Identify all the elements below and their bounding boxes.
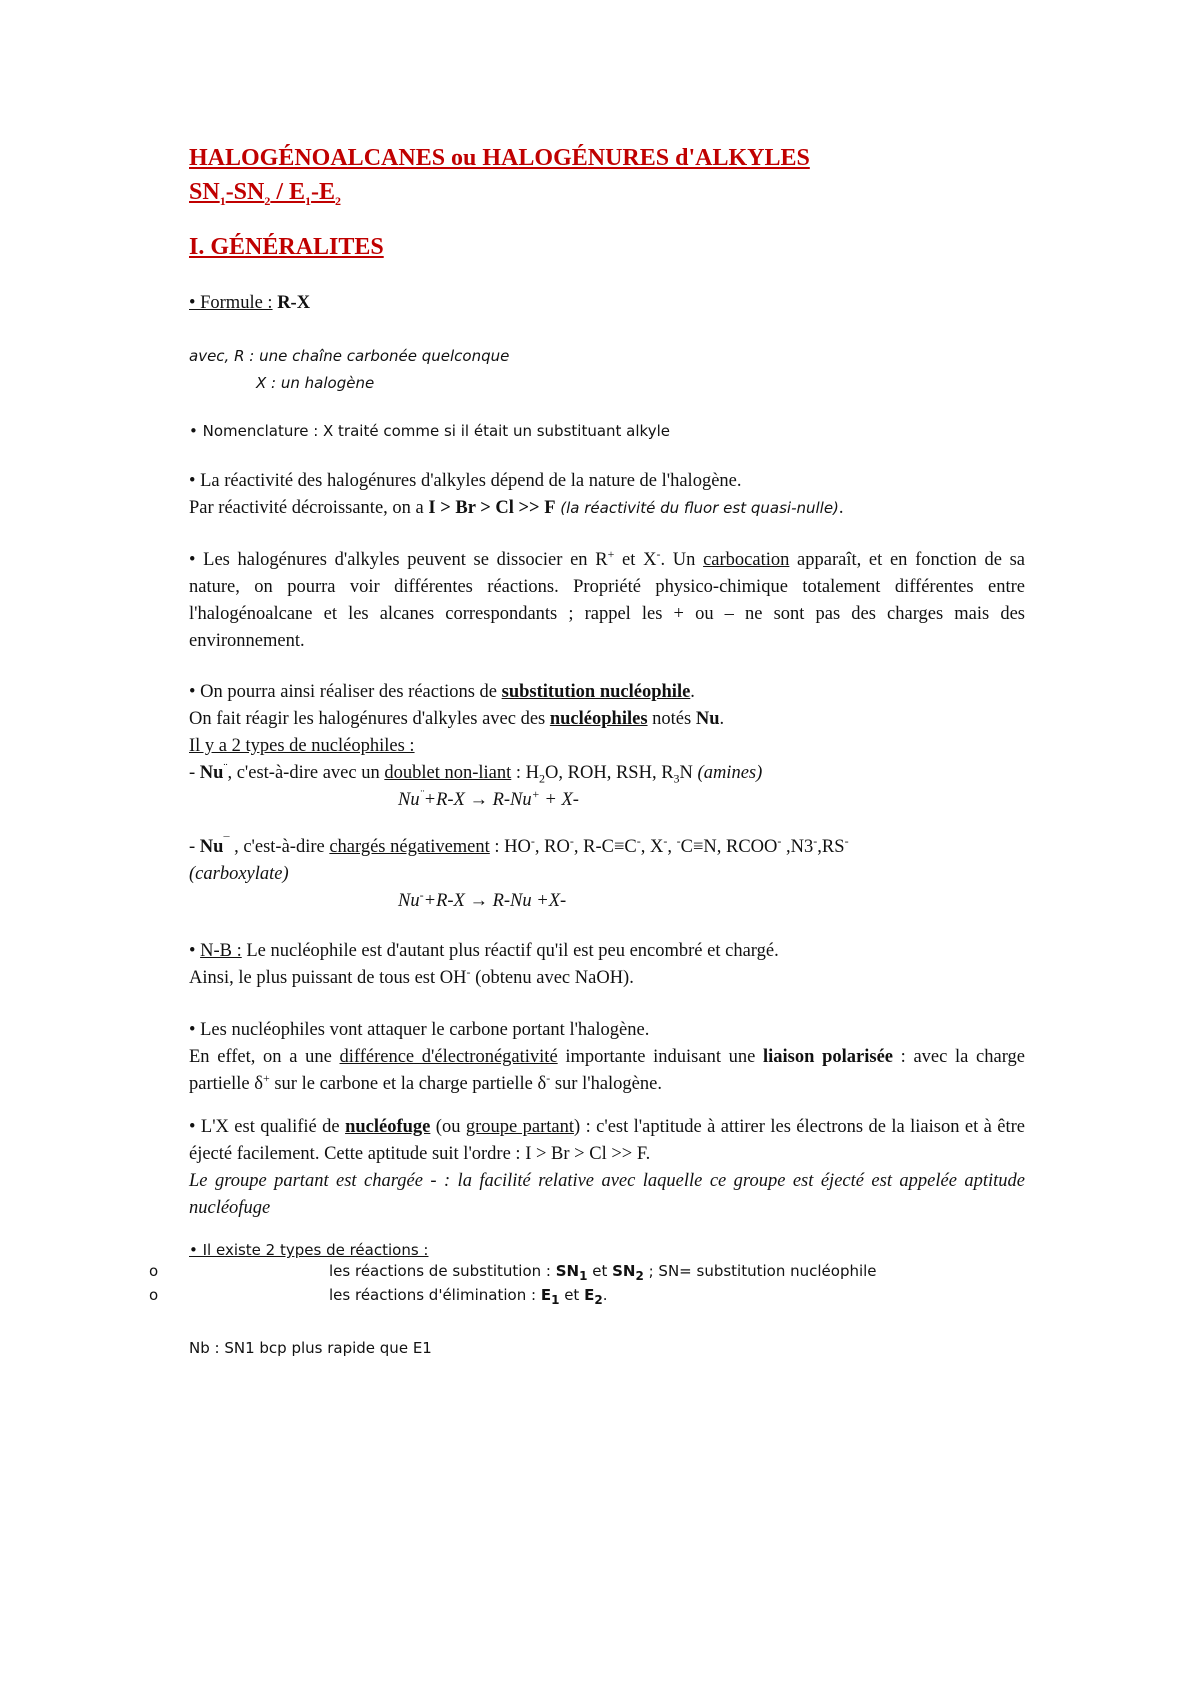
- document-title: [189, 143, 1025, 173]
- list-bullet: o: [149, 1286, 159, 1304]
- nucleophile-type-1: - Nu¨, c'est-à-dire avec un doublet non-liant : $H_2O$, ROH, RSH, $R_3N$ (amines): [189, 759, 763, 786]
- list-item-substitution: les réactions de substitution : $SN_1$ et $SN_2$ ; SN= substitution nucléophile: [329, 1262, 877, 1283]
- title-reactions: $SN_1-SN_2 / E_1-E_2$: [189, 179, 342, 208]
- formule-label: • Formule :: [189, 293, 273, 313]
- nucleofuge-paragraph: • L'X est qualifié de nucléofuge (ou groupe partant) : c'est l'aptitude à attirer les électrons de la liaison et à être éjecté facilement. Cette aptitude suit l'ordre : I > Br > Cl >> F. Le groupe partant est chargée - : la facilité relative avec laquelle ce groupe est éjecté est appelée aptitude nucléofuge: [189, 1117, 1025, 1218]
- reaction-types-heading: • Il existe 2 types de réactions :: [189, 1241, 429, 1259]
- section-heading: I. GÉNÉRALITES: [189, 234, 384, 260]
- footnote: Nb : SN1 bcp plus rapide que E1: [189, 1339, 432, 1357]
- equation-type-1: Nu¨+R-X → R-Nu+ + X-: [398, 786, 579, 810]
- nb-paragraph: • N-B : Le nucléophile est d'autant plus réactif qu'il est peu encombré et chargé. Ainsi, le plus puissant de tous est OH- (obtenu avec NaOH).: [189, 941, 779, 988]
- attaque-paragraph: • Les nucléophiles vont attaquer le carbone portant l'halogène. En effet, on a une différence d'électronégativité importante induisant une liaison polarisée : avec la charge partielle δ+ sur le carbone et la charge partielle δ- sur l'halogène.: [189, 1020, 1026, 1094]
- equation-type-2: Nu-+R-X → R-Nu +X-: [398, 887, 567, 911]
- formule-line: [189, 290, 1025, 317]
- reactivite-paragraph: • La réactivité des halogénures d'alkyles dépend de la nature de l'halogène. Par réactivité décroissante, on a I > Br > Cl >> F (la réactivité du fluor est quasi-nulle).: [189, 471, 844, 518]
- formule-value: R-X: [277, 293, 311, 313]
- list-item-elimination: les réactions d'élimination : $E_1$ et $E_2$.: [329, 1286, 608, 1307]
- nucleophile-type-2: - Nu¯ , c'est-à-dire chargés négativement : HO-, RO-, R-C≡C-, X-, -C≡N, RCOO- ,N3-,RS- (carboxylate): [189, 833, 849, 884]
- list-bullet: o: [149, 1262, 159, 1280]
- avec-line-2: X : un halogène: [256, 374, 375, 392]
- avec-line-1: avec, R : une chaîne carbonée quelconque: [189, 347, 510, 365]
- nomenclature-line: • Nomenclature : X traité comme si il était un substituant alkyle: [189, 422, 670, 440]
- title-line: HALOGÉNOALCANES ou HALOGÉNURES d'ALKYLES: [189, 145, 810, 171]
- dissociation-paragraph: • Les halogénures d'alkyles peuvent se dissocier en R+ et X-. Un carbocation apparaît, et en fonction de sa nature, on pourra voir différentes réactions. Propriété physico-chimique totalement différentes entre l'halogénoalcane et les alcanes correspondants ; rappel les + ou – ne sont pas des charges mais des environnement.: [189, 546, 1025, 651]
- substitution-paragraph: • On pourra ainsi réaliser des réactions de substitution nucléophile. On fait réagir les halogénures d'alkyles avec des nucléophiles notés Nu. Il y a 2 types de nucléophiles :: [189, 682, 725, 756]
